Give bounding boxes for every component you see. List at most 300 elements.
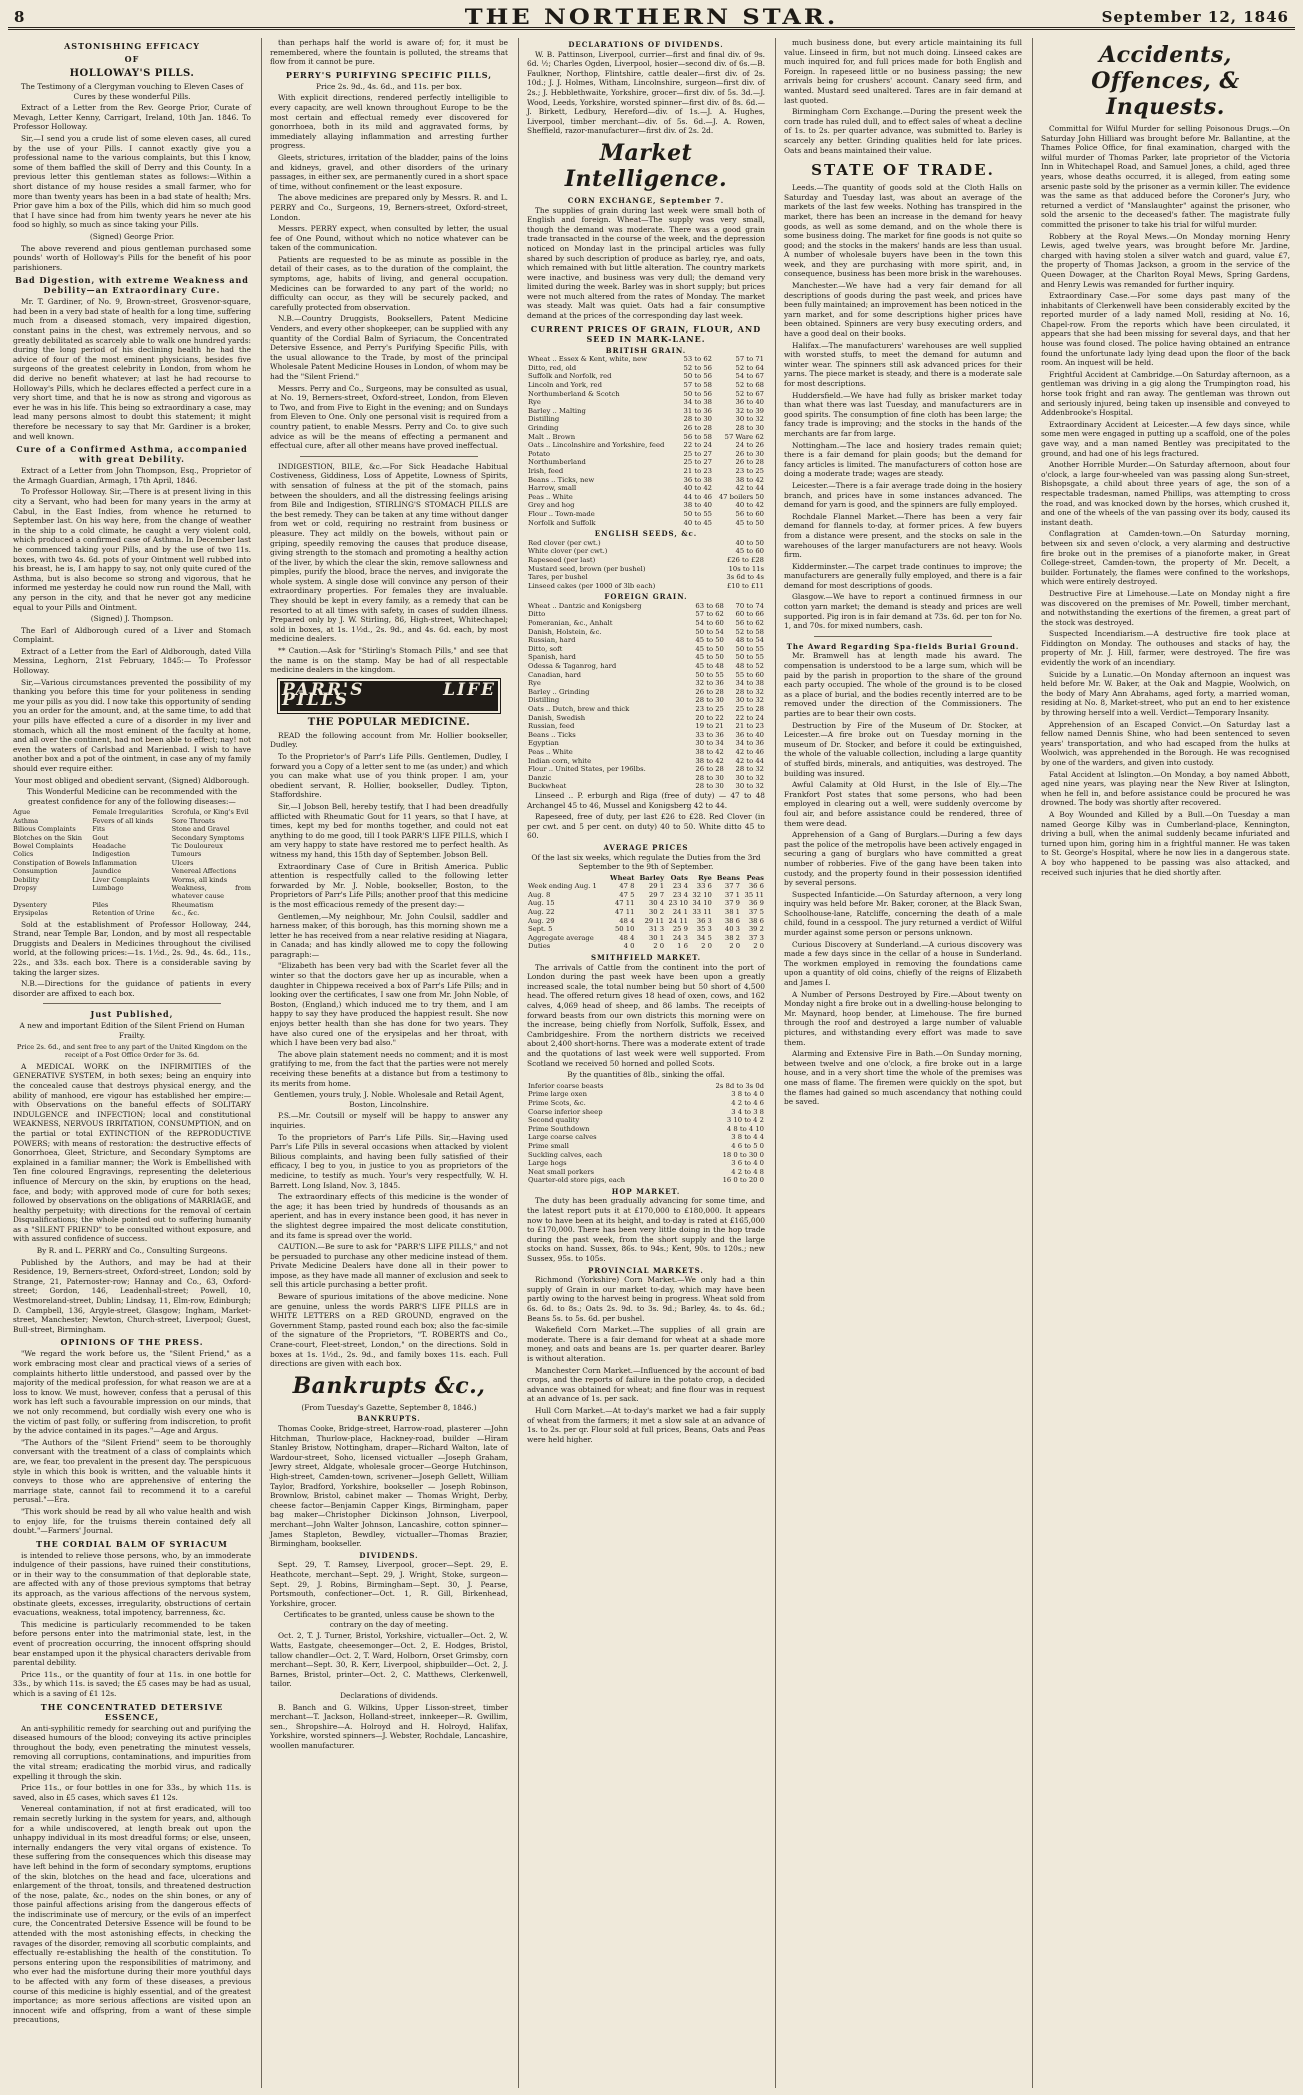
- table-row: [527, 372, 765, 381]
- article-heading: THE POPULAR MEDICINE.: [307, 716, 471, 728]
- paragraph: Sir,—Various circumstances prevented the possibility of my thanking you before this time for your politeness in sending me your pills as you did. I now take this opportunity of sending you an order for the amount, and, at the same time, to add that your pills have effected a cure of a disorder in my liver and stomach, which all the most eminent of the faculty at home, and all over the continent, had not been able to effect; nay! not even the waters of Carlsbad and Marienbad. I wish to have another box and a pot of the ointment, in case any of my family should ever require either.: [13, 677, 252, 773]
- paragraph: Glasgow.—We have to report a continued firmness in our cotton yarn market; the demand is steady and prices are well supported. Pig iron is in fair demand at 73s. 6d. per ton for No. 1, and 70s. for mixed numbers, cash.: [784, 592, 1022, 631]
- table-cell: 24 11: [668, 916, 688, 925]
- table-row: [527, 610, 765, 619]
- table-row: [527, 934, 765, 943]
- table-cell: 70 to 74: [735, 601, 764, 610]
- table-cell: 30 to 32: [735, 415, 764, 424]
- table-cell: 50 10: [614, 925, 635, 934]
- table-row: [527, 602, 765, 611]
- table-row: [527, 501, 765, 510]
- column-4: [779, 38, 1027, 2088]
- average-prices-table: [527, 874, 765, 951]
- paragraph: much business done, but every article maintaining its full value. Linseed in firm, but not much doing. Linseed cakes are much inquired for, and full prices made for both English and Foreign. In rapeseed little or no business passing; the new arrivals being for crushers' account. Canary seed firm, and wanted. Mustard seed unaltered. Tares are in fair demand at last quoted.: [784, 38, 1022, 105]
- table-row: [527, 653, 765, 662]
- table-cell: 60 to 66: [735, 610, 764, 619]
- table-cell: Distilling: [528, 696, 560, 705]
- table-cell: 45 to 60: [735, 547, 764, 556]
- table-cell: Tares, per bushel: [528, 573, 588, 582]
- table-cell: 19 to 21: [695, 722, 724, 731]
- table-cell: 25 9: [672, 925, 688, 934]
- table-cell: 38 2: [724, 933, 741, 942]
- table-cell: Ditto, red, old: [528, 363, 577, 372]
- table-cell: Aug. 8: [528, 890, 551, 899]
- table-cell: 56 to 58: [683, 432, 712, 441]
- table-cell: Odessa & Taganrog, hard: [528, 662, 617, 671]
- divider: [814, 636, 992, 637]
- table-header-cell: Barley: [639, 873, 665, 882]
- table-cell: 4 0: [623, 942, 635, 951]
- paragraph: Curious Discovery at Sunderland.—A curious discovery was made a few days since in the cellar of a house in Sunderland. The workmen employed in removing the foundations came upon a quantity of old coins, chiefly of the reigns of Elizabeth and James I.: [784, 939, 1022, 988]
- table-row: [527, 1159, 765, 1168]
- disease-item: Gout: [92, 833, 109, 842]
- table-cell: Prime Southdown: [528, 1124, 590, 1133]
- issue-date: September 12, 1846: [1101, 8, 1289, 26]
- table-row: [527, 688, 765, 697]
- paragraph: Of the last six weeks, which regulate the Duties from the 3rd September to the 9th of September.: [531, 852, 761, 872]
- table-cell: 42 to 44: [735, 484, 764, 493]
- table-cell: 56 to 62: [735, 619, 764, 628]
- subsection-heading: HOP MARKET.: [611, 1186, 681, 1196]
- table-cell: 28 to 30: [735, 424, 764, 432]
- disease-item: Piles: [92, 900, 109, 909]
- table-row: [527, 908, 765, 917]
- disease-item: Venereal Affections: [171, 867, 237, 876]
- paragraph: Wakefield Corn Market.—The supplies of all grain are moderate. There is a fair demand for wheat at a shade more money, and oats and beans are 1s. per quarter dearer. Barley is without alteration.: [527, 1325, 765, 1363]
- article-heading: THE CONCENTRATED DETERSIVE ESSENCE,: [40, 1701, 224, 1722]
- table-cell: Danish, Holstein, &c.: [528, 627, 602, 636]
- table-cell: 22 to 24: [735, 713, 764, 722]
- table-cell: 30 to 34: [695, 739, 724, 748]
- paragraph: The Earl of Aldborough cured of a Liver and Stomach Complaint.: [13, 625, 251, 645]
- table-cell: 4 6 to 5 0: [731, 1141, 764, 1150]
- table-cell: Russian, hard: [528, 636, 576, 645]
- paragraph: Price 2s. 9d., 4s. 6d., and 11s. per box.: [316, 81, 462, 91]
- table-cell: 45 to 48: [695, 662, 724, 671]
- paragraph: The arrivals of Cattle from the continent into the port of London during the past week have been upon a greatly increased scale, the total number being but 50 short of 4,500 head. The offered return gives 18 head of oxen, cows, and 162 calves, 4,069 head of sheep, and 86 lambs. The receipts of forward beasts from our own districts this morning were on the increase, being chiefly from Norfolk, Suffolk, Essex, and Cambridgeshire. From the northern districts we received about 2,400 short-horns. There was a moderate extent of trade and the quotations of last week were well supported. From Scotland we received 50 horned and polled Scots.: [527, 962, 765, 1068]
- table-row: [527, 899, 765, 908]
- table-cell: Prime small: [528, 1141, 569, 1150]
- table-cell: Buckwheat: [528, 782, 567, 791]
- divider: [43, 1003, 221, 1004]
- table-cell: 40 to 50: [735, 538, 764, 547]
- table-cell: 32 to 39: [735, 406, 764, 415]
- paragraph: P.S.—Mr. Coutsill or myself will be happy to answer any inquiries.: [270, 1111, 508, 1130]
- table-cell: 36 9: [748, 899, 764, 908]
- paragraph: Linseed .. P. erburgh and Riga (free of duty) — 47 to 48 Archangel 45 to 46, Mussel and Konigsberg 42 to 44.: [527, 790, 765, 810]
- table-cell: Prime Scots, &c.: [528, 1098, 586, 1107]
- table-cell: 18 0 to 30 0: [722, 1150, 764, 1159]
- table-cell: Grey and hog: [528, 501, 575, 510]
- table-cell: Neat small porkers: [528, 1167, 594, 1176]
- table-row: [527, 671, 765, 680]
- table-row: [527, 1108, 765, 1117]
- paragraph: Robbery at the Royal Mews.—On Monday morning Henry Lewis, aged twelve years, was brought before Mr. Jardine, charged with having stolen a silver watch and guard, value £7, the property of Thomas Jackson, a groom in the service of the Queen Dowager, at the Charlton Royal Mews, Spring Gardens, and Henry Lewis was remanded for further inquiry.: [1041, 231, 1290, 289]
- table-cell: Week ending Aug. 1: [528, 882, 597, 891]
- table-cell: 4 8 to 4 10: [726, 1124, 764, 1133]
- table-row: [527, 782, 765, 791]
- disease-item: Worms, all kinds: [171, 875, 228, 884]
- table-cell: 26 to 28: [695, 765, 724, 774]
- paragraph: INDIGESTION, BILE, &c.—For Sick Headache Habitual Costiveness, Giddiness, Loss of Appetite, Lowness of Spirits, with sensation of fulness at the pit of the stomach, pains between the shoulders, and all the distressing feelings arising from Bile and Indigestion, STIRLING'S STOMACH PILLS are the best remedy. They can be taken at any time without danger from wet or cold, requiring no restraint from business or pleasure. They act mildly on the bowels, without pain or griping, speedily removing the causes that produce disease, giving strength to the stomach and promoting a healthy action of the liver, by which the clear the skin, remove sallowness and pimples, purify the blood, brace the nerves, and invigorate the whole system. A single dose will convince any person of their extraordinary properties. For females they are invaluable. They should be kept in every family, as a remedy that can be resorted to at all times with safety, in cases of sudden illness. Prepared only by J. W. Stirling, 86, High-street, Whitechapel; sold in boxes, at 1s. 1½d., 2s. 9d., and 4s. 6d. each, by most medicine dealers.: [270, 461, 508, 644]
- disease-item: Fevers of all kinds: [92, 816, 154, 825]
- table-row: [527, 645, 765, 654]
- paragraph: The above medicines are prepared only by Messrs. R. and L. PERRY and Co., Surgeons, 19, Berners-street, Oxford-street, London.: [270, 193, 508, 222]
- table-row: [527, 757, 765, 766]
- paragraph: than perhaps half the world is aware of; for, it must be remembered, where the fountain is polluted, the streams that flow from it cannot be pure.: [270, 38, 508, 67]
- table-cell: Quarter-old store pigs, each: [528, 1176, 626, 1185]
- table-cell: Grinding: [528, 424, 559, 432]
- disease-item: Asthma: [13, 816, 39, 825]
- table-cell: 23 to 25: [695, 705, 724, 713]
- disease-item: Weakness, from whatever cause: [171, 884, 251, 901]
- table-cell: 34 to 36: [735, 739, 764, 748]
- table-cell: 26 to 30: [735, 449, 764, 458]
- subsection-heading: ENGLISH SEEDS, &c.: [594, 529, 698, 539]
- paragraph: Published by the Authors, and may be had at their Residence, 19, Berners-street, Oxford-street, London; sold by Strange, 21, Paternoster-row; Hannay and Co., 63, Oxford-street; Gordon, 146, Leadenhall-street; Powell, 10, Westmoreland-street, Dublin; Lindsay, 11, Elm-row, Edinburgh; D. Campbell, 136, Argyle-street, Glasgow; Ingham, Market-street, Manchester; Newton, Church-street, Liverpool; Guest, Bull-street, Birmingham.: [13, 1257, 251, 1334]
- paragraph: Awful Calamity at Old Hurst, in the Isle of Ely.—The Frankfort Post states that some persons, who had been employed in clearing out a well, were suddenly overcome by foul air, and before assistance could be rendered, three of them were dead.: [784, 780, 1022, 828]
- disease-item: Fits: [92, 825, 106, 834]
- table-cell: 30 to 32: [735, 696, 764, 705]
- paragraph: Suspected Infanticide.—On Saturday afternoon, a very long inquiry was held before Mr. Baker, coroner, at the Black Swan, Schoolhouse-lane, Ratcliffe, concerning the death of a male child, found in a cesspool. The jury returned a verdict of Wilful murder against some person or persons unknown.: [784, 889, 1022, 938]
- table-cell: Potato: [528, 449, 550, 458]
- section-heading: STATE OF TRADE.: [811, 161, 995, 180]
- table-cell: 38 to 42: [695, 747, 724, 756]
- table-cell: 31 3: [648, 925, 665, 934]
- table-cell: 52 to 58: [735, 627, 764, 636]
- table-row: [527, 582, 765, 591]
- table-row: [527, 705, 765, 714]
- table-cell: Indian corn, white: [528, 756, 592, 765]
- table-cell: 25 to 28: [735, 705, 764, 713]
- paragraph: Nottingham.—The lace and hosiery trades remain quiet; there is a fair demand for plain goods; but the demand for fancy articles is limited. The manufacturers of cotton hose are doing a moderate trade; wages are steady.: [784, 440, 1022, 479]
- table-cell: Flour .. Town-made: [528, 509, 595, 518]
- paragraph: Thomas Cooke, Bridge-street, Harrow-road, plasterer —John Hitchman, Thurlow-place, Hackney-road, builder —Hiram Stanley Bristow, Nottingham, draper—Richard Walton, late of Wardour-street, Soho, licensed victualler —Joseph Graham, Jewry street, Aldgate, wholesale grocer—George Hutchinson, High-street, Camden-town, scrivener—Joseph Gellett, William Taylor, Bradford, Yorkshire, bookseller — Joseph Robinson, Brownlow, Bristol, cabinet maker — Thomas Wright, Derby, cheese factor—Benjamin Capper Kings, Birmingham, paper bag maker—Christopher Dickinson Johnson, Liverpool, merchant—John Walter Johnson, Lancashire, cotton spinner—James Stapleton, Bewdley, victualler—Thomas Brazier, Birmingham, bookseller.: [270, 1424, 508, 1549]
- paragraph: The extraordinary effects of this medicine is the wonder of the age; it has been tried by hundreds of thousands as an aperient, and has in every instance been good, it has never in the slightest degree impaired the most delicate constitution, and its fame is spread over the world.: [270, 1192, 508, 1240]
- table-cell: 44 to 46: [683, 492, 712, 501]
- paragraph: Manchester Corn Market.—Influenced by the account of bad crops, and the reports of failure in the potato crop, a decided advance was obtained for wheat; and fine flour was in request at an advance of 1s. per sack.: [527, 1365, 765, 1404]
- table-cell: Large hogs: [528, 1159, 567, 1168]
- table-row: [527, 484, 765, 493]
- table-cell: Prime large oxen: [528, 1090, 587, 1099]
- article-heading: ASTONISHING EFFICACY: [64, 41, 200, 51]
- paragraph: To Professor Holloway. Sir,—There is at present living in this city a Servant, who had been for many years in the army at Cabul, in the East Indies, from whence he returned to September last. On his way here, from the change of weather in the ship to a cold climate, he caught a very violent cold, which produced a confirmed case of Asthma. In December last he commenced taking your Pills, and by the use of two 11s. boxes, with two 4s. 6d. pots of your Ointment well rubbed into his breast, he is, I am happy to say, not only quite cured of the Asthma, but is also become so strong and vigorous, that he informed me yesterday he could now run round the Mall, with any person in the city, and that he never got any medicine equal to your Pills and Ointment.: [13, 487, 251, 612]
- paragraph: Extraordinary Case.—For some days past many of the inhabitants of Clerkenwell have been considerably excited by the reported murder of a lady named Moll, residing at No. 16, Chapel-row. From the reports which have been circulated, it appears that she had been missing for several days, and that her house was found closed. The police having obtained an entrance found the unfortunate lady lying dead upon the floor of the back room. An inquest will be held.: [1041, 291, 1290, 368]
- table-cell: 38 to 42: [735, 475, 764, 484]
- paragraph: Price 2s. 6d., and sent free to any part of the United Kingdom on the receipt of a Post Office Order for 3s. 6d.: [16, 1042, 248, 1060]
- disease-item: Dysentery: [13, 900, 47, 909]
- paragraph: A Boy Wounded and Killed by a Bull.—On Tuesday a man named George Kilby was in Cumberland-place, Kennington, driving a bull, when the animal suddenly became infuriated and turned upon him, goring him in a frightful manner. He was taken to St. George's Hospital, where he now lies in a dangerous state. A boy who happened to be passing was also attacked, and received such injuries that he died shortly after.: [1041, 809, 1290, 877]
- paragraph: Apprehension of a Gang of Burglars.—During a few days past the police of the metropolis have been actively engaged in securing a gang of burglars who have committed a great number of robberies. Five of the gang have been taken into custody, and the property found in their possession identified by several persons.: [784, 830, 1022, 888]
- table-row: [527, 1125, 765, 1134]
- table-cell: 54 to 60: [695, 619, 724, 628]
- table-cell: Aug. 29: [528, 916, 555, 925]
- subsection-heading: AVERAGE PRICES: [603, 842, 689, 852]
- paragraph: B. Banch and G. Wilkins, Upper Lisson-street, timber merchant—T. Jackson, Holland-street, innkeeper—R. Gwillim, sen., Shropshire—A. Holroyd and H. Holroyd, Halifax, Yorkshire, worsted spinners—J. Webster, Rochdale, Lancashire, woollen manufacturer.: [270, 1702, 508, 1750]
- table-cell: Large coarse calves: [528, 1133, 597, 1142]
- table-cell: 3s 6d to 4s: [726, 573, 764, 582]
- table-row: [527, 714, 765, 723]
- table-cell: £26 to £28: [726, 555, 764, 564]
- paragraph: "We regard the work before us, the "Silent Friend," as a work embracing most clear and practical views of a series of complaints hitherto little understood, and passed over by the majority of the medical profession, for what reason we are at a loss to know. We must, however, confess that a perusal of this work has left such a favourable impression on our minds, that we not only recommend, but cordially wish every one who is the victim of past folly, or suffering from indiscretion, to profit by the advice contained in its pages."—Age and Argus.: [13, 1349, 251, 1436]
- article-heading: CURRENT PRICES OF GRAIN, FLOUR, AND SEED IN MARK-LANE.: [530, 323, 762, 344]
- table-row: [527, 398, 765, 407]
- table-cell: 3 8 to 4 0: [731, 1090, 764, 1099]
- paragraph: By R. and L. PERRY and Co., Consulting Surgeons.: [36, 1246, 228, 1256]
- table-row: [527, 493, 765, 502]
- table-cell: Coarse inferior sheep: [528, 1107, 603, 1116]
- article-heading: Bad Digestion, with extreme Weakness and Debility—an Extraordinary Cure.: [15, 275, 249, 296]
- paragraph: A Number of Persons Destroyed by Fire.—About twenty on Monday night a fire broke out in a dwelling-house belonging to Mr. Maynard, hoop bender, at Limehouse. The fire burned through the roof and destroyed a large number of valuable pictures, and withstanding every effort was made to save them.: [784, 989, 1022, 1047]
- table-row: [527, 942, 765, 951]
- paragraph: The supplies of grain during last week were small both of English and foreign. Wheat—The supply was very small, though the demand was moderate. There was a good grain trade transacted in the course of the week, and the depression noticed on Monday last in the principal articles was fully shared by such description of produce as barley, rye, and oats, which remained with but little alteration. The country markets were inactive, and business was very dull; the demand very limited during the week. Barley was in short supply; but prices were not much altered from the rates of Monday. The market was steady. Malt was quiet. Oats had a fair consumptive demand at the prices of the corresponding day last week.: [527, 205, 765, 321]
- table-row: [527, 556, 765, 565]
- disease-item: Erysipelas: [13, 909, 48, 918]
- paragraph: N.B.—Directions for the guidance of patients in every disorder are affixed to each box.: [13, 979, 251, 998]
- table-cell: 2 0: [753, 942, 764, 951]
- table-cell: 40 to 42: [735, 501, 764, 510]
- paragraph: is intended to relieve those persons, who, by an immoderate indulgence of their passions, have ruined their constitutions, or in their way to the consummation of that deplorable state, are affected with any of those previous symptoms that betray its approach, as the various affections of the nervous system, obstinate gleets, excesses, irregularity, obstructions of certain evacuations, weakness, total impotency, barrenness, &c.: [13, 1550, 251, 1618]
- table-cell: Northumberland & Scotch: [528, 389, 620, 398]
- table-cell: 30 to 32: [735, 782, 764, 791]
- paragraph: Another Horrible Murder.—On Saturday afternoon, about four o'clock, a large four-wheeled van was passing along Sun-street, Bishopsgate, a child about three years of age, the son of a respectable tradesman, named Phillips, was attempting to cross the road, and was knocked down by the horses, which crushed it, and one of the wheels of the van passing over its body, caused its instant death.: [1041, 460, 1290, 527]
- disease-item: Consumption: [13, 867, 58, 876]
- paragraph: Messrs. Perry and Co., Surgeons, may be consulted as usual, at No. 19, Berners-street, Oxford-street, London, from Eleven to Two, and from Five to Eight in the evening; and on Sundays from Eleven to One. Only one personal visit is required from a country patient, to enable Messrs. Perry and Co. to give such advice as will be the means of effecting a permanent and effectual cure, after all other means have proved ineffectual.: [270, 383, 508, 451]
- table-cell: 30 to 32: [735, 773, 764, 782]
- disease-item: Secondary Symptoms: [171, 833, 245, 842]
- column-rule: [1032, 38, 1033, 2088]
- table-cell: Rye: [528, 679, 541, 688]
- table-cell: 32 to 36: [695, 679, 724, 688]
- divider: [300, 456, 478, 457]
- disease-item: Constipation of Bowels: [13, 858, 90, 867]
- table-cell: 2s 8d to 3s 0d: [715, 1081, 764, 1090]
- table-cell: 50 to 55: [735, 653, 764, 662]
- table-cell: Harrow, small: [528, 484, 577, 493]
- disease-list: [13, 808, 251, 917]
- paragraph: Alarming and Extensive Fire in Bath.—On Sunday morning, between twelve and one o'clock, a fire broke out in a large house, and in a very short time the whole of the premises was one mass of flame. The firemen were quickly on the spot, but the flames had gained so much ascendancy that nothing could be saved.: [784, 1049, 1022, 1107]
- table-cell: 52 to 56: [683, 363, 712, 372]
- table-cell: Danish, Swedish: [528, 713, 586, 722]
- table-cell: 28 to 32: [735, 687, 764, 696]
- table-row: [527, 731, 765, 740]
- table-cell: 50 to 55: [683, 509, 712, 518]
- table-cell: Lincoln and York, red: [528, 381, 602, 390]
- page-number: 8: [14, 8, 25, 26]
- disease-item: Debility: [13, 875, 40, 884]
- table-cell: Linseed cakes (per 1000 of 3lb each): [528, 581, 656, 590]
- table-row: [527, 573, 765, 582]
- table-cell: Sept. 5: [528, 925, 553, 934]
- table-cell: 2 0: [653, 942, 665, 951]
- table-cell: 33 to 36: [695, 730, 724, 739]
- table-cell: Ditto: [528, 610, 546, 619]
- table-cell: 38 to 42: [695, 756, 724, 765]
- table-cell: 21 to 23: [735, 722, 764, 731]
- table-cell: 23 4: [672, 890, 688, 899]
- table-row: [527, 1116, 765, 1125]
- columns: [8, 38, 1295, 2088]
- paragraph: Rochdale Flannel Market.—There has been a very fair demand for flannels to-day, at former prices. A few buyers from a distance were present, and the stocks on sale in the warehouses of the larger manufacturers are not heavy. Wools firm.: [784, 511, 1022, 560]
- paragraph: Gentlemen,—My neighbour, Mr. John Coulsil, saddler and harness maker, of this borough, has this morning shown me a letter he has received from a near relative residing at Niagara, in Canada; and has kindly allowed me to copy the following paragraph:—: [270, 911, 508, 959]
- disease-item: Colics: [13, 850, 34, 859]
- subsection-heading: DECLARATIONS OF DIVIDENDS.: [568, 40, 724, 49]
- table-cell: 45 to 50: [695, 653, 724, 662]
- table-cell: 23 4: [672, 882, 688, 891]
- table-cell: 40 to 42: [683, 484, 712, 493]
- table-row: [527, 547, 765, 556]
- newspaper-title: THE NORTHERN STAR.: [464, 3, 839, 30]
- table-cell: Wheat .. Essex & Kent, white, new: [528, 355, 647, 364]
- paragraph: Extract of a Letter from John Thompson, Esq., Proprietor of the Armagh Guardian, Armagh, 17th April, 1846.: [13, 466, 251, 485]
- disease-item: Bilious Complaints: [13, 825, 76, 834]
- disease-item: &c., &c.: [171, 909, 200, 918]
- subsection-heading: SMITHFIELD MARKET.: [590, 953, 702, 963]
- table-row: [527, 476, 765, 485]
- disease-item: Headache: [92, 842, 126, 850]
- table-cell: Spanish, hard: [528, 653, 576, 662]
- table-cell: 42 to 44: [735, 756, 764, 765]
- paragraph: Certificates to be granted, unless cause be shown to the contrary on the day of meeting.: [283, 1610, 495, 1629]
- paragraph: Sold at the establishment of Professor Holloway, 244, Strand, near Temple Bar, London, and by most all respectable Druggists and Dealers in Medicines throughout the civilised world, at the following prices:—1s. 1½d., 2s. 9d., 4s. 6d., 11s., 22s., and 33s. each box. There is a considerable saving by taking the larger sizes.: [13, 919, 251, 977]
- table-row: [527, 364, 765, 373]
- column-rule: [518, 38, 519, 2088]
- table-cell: 1 6: [677, 942, 688, 951]
- table-cell: 30 2: [648, 908, 665, 917]
- table-cell: 45 to 50: [695, 644, 724, 653]
- table-row: [527, 679, 765, 688]
- subsection-heading: DIVIDENDS.: [359, 1550, 419, 1560]
- table-row: [527, 1099, 765, 1108]
- table-cell: Russian, feed: [528, 722, 575, 731]
- signature: Gentlemen, yours truly, J. Noble. Wholesale and Retail Agent, Boston, Lincolnshire.: [273, 1090, 505, 1109]
- disease-item: Female Irregularities: [92, 808, 164, 817]
- table-cell: Aggregate average: [528, 933, 594, 942]
- table-row: [527, 565, 765, 574]
- paragraph: Price 11s., or the quantity of four at 11s. in one bottle for 33s., by which 11s. is saved; the £5 cases may be had as usual, which is a saving of £1 12s.: [13, 1669, 251, 1698]
- table-cell: 57 to 71: [735, 355, 764, 364]
- table-row: [527, 891, 765, 900]
- table-row: [527, 458, 765, 467]
- table-cell: 38 6: [748, 916, 764, 925]
- paragraph: N.B.—Country Druggists, Booksellers, Patent Medicine Venders, and every other shopkeeper, can be supplied with any quantity of the Cordial Balm of Syriacum, the Concentrated Detersive Essence, and Perry's Purifying Specific Pills, with the usual allowance to the Trade, by most of the principal Wholesale Patent Medicine Houses in London, of whom may be had the "Silent Friend.": [270, 314, 508, 381]
- table-row: [527, 355, 765, 364]
- table-cell: 40 to 45: [683, 518, 712, 527]
- meat-prices-table: [527, 1082, 765, 1185]
- table-cell: 33 6: [696, 882, 712, 891]
- table-row: [527, 390, 765, 399]
- table-row: [527, 539, 765, 548]
- table-cell: Northumberland: [528, 458, 586, 467]
- table-cell: Suffolk and Norfolk, red: [528, 372, 612, 381]
- paragraph: The Testimony of a Clergyman vouching to Eleven Cases of Cures by these wonderful Pills.: [20, 82, 244, 101]
- paragraph: Mr. Bramwell has at length made his award. The compensation is understood to be a large sum, which will be paid by the parish in proportion to the share of the ground each party occupied. The whole of the ground is to be closed as a place of burial, and the bodies recently interred are to be removed under the direction of the Commissioners. The parties are to bear their own costs.: [784, 651, 1022, 718]
- table-cell: 57 to 62: [695, 610, 724, 619]
- table-cell: 37 5: [748, 908, 764, 917]
- section-heading: Bankrupts &c.,: [292, 1372, 486, 1399]
- subsection-heading: BRITISH GRAIN.: [605, 345, 687, 355]
- paragraph: This medicine is particularly recommended to be taken before persons enter into the matrimonial state, lest, in the event of procreation occurring, the innocent offspring should bear enstamped upon it the physical characters derivable from parental debility.: [13, 1619, 251, 1668]
- table-cell: 3 10 to 4 2: [726, 1116, 764, 1125]
- table-cell: 4 2 to 4 6: [731, 1098, 764, 1107]
- table-row: [527, 467, 765, 476]
- paragraph: CAUTION.—Be sure to ask for "PARR'S LIFE PILLS," and not be persuaded to purchase any other medicine instead of them. Private Medicine Dealers have done all in their power to impose, as they have made all manner of exclusion and seek to sell this article purchasing a better profit.: [270, 1242, 508, 1290]
- table-cell: 16 0 to 20 0: [722, 1176, 764, 1185]
- table-cell: 63 to 68: [695, 601, 724, 610]
- table-cell: 21 to 23: [683, 466, 712, 475]
- table-header-cell: Oats: [670, 873, 688, 882]
- table-row: [527, 450, 765, 459]
- table-cell: Egyptian: [528, 739, 559, 748]
- table-cell: 57 to 58: [683, 381, 712, 390]
- table-cell: 47 5: [619, 890, 635, 899]
- table-cell: Aug. 15: [528, 899, 555, 908]
- table-cell: 28 to 30: [695, 782, 724, 791]
- paragraph: This Wonderful Medicine can be recommended with the greatest confidence for any of the following diseases:—: [26, 787, 238, 806]
- table-cell: Distilling: [528, 415, 560, 424]
- paragraph: Halifax.—The manufacturers' warehouses are well supplied with worsted stuffs, to meet the demand for autumn and winter wear. The spinners still ask advanced prices for their yarns. The piece market is steady, and there is a moderate sale for most descriptions.: [784, 340, 1022, 388]
- paragraph: Birmingham Corn Exchange.—During the present week the corn trade has ruled dull, and to effect sales of wheat a decline of 1s. to 2s. per quarter advance, was submitted to. Barley is scarcely any better. Grinding qualities held for late prices. Oats and beans maintained their value.: [784, 107, 1022, 155]
- table-cell: 26 to 28: [695, 687, 724, 696]
- table-cell: 36 6: [748, 882, 764, 891]
- table-cell: 38 1: [724, 908, 741, 917]
- table-cell: 36 to 40: [735, 398, 764, 407]
- table-cell: Aug. 22: [528, 908, 555, 917]
- table-cell: Duties: [528, 942, 551, 951]
- table-cell: Canadian, hard: [528, 670, 581, 679]
- subsection-heading: CORN EXCHANGE, September 7.: [567, 195, 725, 205]
- table-row: [527, 925, 765, 934]
- table-row: [527, 441, 765, 450]
- disease-item: Lumbago: [92, 884, 124, 893]
- table-cell: 50 to 56: [683, 389, 712, 398]
- table-cell: 26 to 28: [735, 458, 764, 467]
- table-cell: 2 0: [729, 942, 741, 951]
- table-cell: Beans .. Ticks: [528, 730, 576, 739]
- paragraph: Sept. 29, T. Ramsey, Liverpool, grocer—Sept. 29, E. Heathcote, merchant—Sept. 29, J. Wright, Stoke, surgeon—Sept. 29, J. Robins, Birmingham—Sept. 30, J. Pearse, Portsmouth, confectioner—Oct. 1, R. Gill, Birkenhead, Yorkshire, grocer.: [270, 1560, 508, 1608]
- paragraph: "Elizabeth has been very bad with the Scarlet fever all the winter so that the doctors gave her up as incurable, when a daughter in Chippewa received a box of Parr's Life Pills; and in looking over the certificates, I saw one from Mr. John Noble, of Boston, (England,) which induced me to try them, and I am happy to say they have produced the happiest result. She now enjoys better health than she has done for two years. They have also cured one of the erysipelas and her throat, with which I have been very bad also.": [270, 961, 508, 1048]
- table-cell: 25 to 27: [683, 458, 712, 467]
- table-cell: 38 to 40: [683, 501, 712, 510]
- section-heading: Accidents, Offences, & Inquests.: [1091, 42, 1240, 120]
- paragraph: Suicide by a Lunatic.—On Monday afternoon an inquest was held before Mr. W. Baker, at the Oak and Magpie, Woolwich, on the body of Mary Ann Abrahams, aged forty, a married woman, residing at No. 8, Market-street, who put an end to her existence by throwing herself into a well. Verdict—Temporary Insanity.: [1041, 669, 1290, 718]
- table-cell: 4 2 to 4 8: [731, 1167, 764, 1176]
- paragraph: "This work should be read by all who value health and wish to enjoy life, for the truisms therein contained defy all doubt."—Farmers' Journal.: [13, 1506, 251, 1536]
- table-row: [527, 1168, 765, 1177]
- table-cell: 31 to 36: [683, 406, 712, 415]
- table-row: [527, 636, 765, 645]
- disease-item: Dropsy: [13, 884, 37, 893]
- seeds-table: [527, 539, 765, 591]
- table-cell: 50 to 55: [695, 670, 724, 679]
- subsection-heading: FOREIGN GRAIN.: [604, 592, 688, 602]
- table-cell: 32 10: [692, 890, 712, 899]
- table-row: [527, 424, 765, 433]
- disease-item: Ague: [13, 808, 31, 817]
- table-cell: 29 11: [644, 916, 665, 925]
- table-cell: 48 4: [619, 916, 635, 925]
- paragraph: Suspected Incendiarism.—A destructive fire took place at Fiddington on Monday. The outhouses and stacks of hay, the property of Mr. J. Hill, farmer, were destroyed. The fire was evidently the work of an incendiary.: [1041, 629, 1290, 668]
- column-1: [8, 38, 256, 2088]
- article-heading: HOLLOWAY'S PILLS.: [69, 68, 195, 79]
- paragraph: Sir,—I send you a crude list of some eleven cases, all cured by the use of your Pills. I cannot exactly give you a professional name to the various complaints, but this I know, some of them baffled the skill of Derry and this County. In a previous letter this gentleman states as follows:—Within a short distance of my house resides a small farmer, who for more than twenty years has been in a bad state of health; Mrs. Prior gave him a box of the Pills, which did him so much good that I have since had from him twenty years he never ate his food so highly, so much as since taking your Pills.: [13, 133, 251, 230]
- paragraph: Declarations of dividends.: [340, 1691, 438, 1701]
- table-cell: 37 9: [724, 899, 741, 908]
- column-rule: [775, 38, 776, 2088]
- paragraph: Extraordinary Case of Cure in British America. Public attention is respectfully called to the following letter forwarded by Mr. J. Noble, bookseller, Boston, to the Proprietors of Parr's Life Pills; another proof that this medicine is the most efficacious remedy of the present day:—: [270, 861, 508, 909]
- table-row: [527, 381, 765, 390]
- table-cell: 48 to 54: [735, 636, 764, 645]
